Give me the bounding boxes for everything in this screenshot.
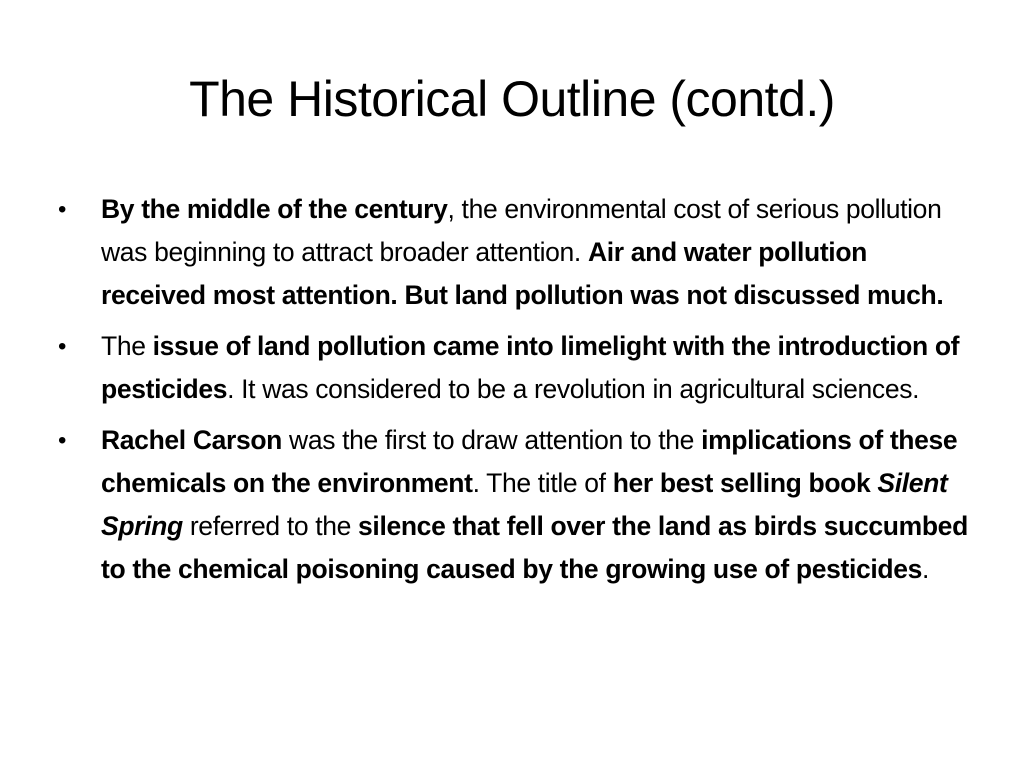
bullet-item (58, 188, 968, 317)
bullet-text-segment: Rachel Carson (101, 425, 283, 455)
bullet-item (58, 419, 968, 591)
bullet-item (58, 325, 968, 411)
bullet-text-segment: Air and water pollution received most attention. But land pollution was not discussed much. (101, 237, 944, 310)
bullet-text-segment: By the middle of the century (101, 194, 448, 224)
bullet-icon: • (58, 427, 67, 454)
bullet-text-segment: The (101, 331, 153, 361)
bullet-text-segment: . It was considered to be a revolution in agricultural sciences. (227, 374, 920, 404)
bullet-text-segment: . (921, 554, 929, 584)
bullet-text-segment: , the environmental cost of serious pollution was beginning to attract broader attention. (101, 194, 942, 267)
bullet-text-segment: . The title of (472, 468, 613, 498)
bullet-icon: • (58, 333, 67, 360)
bullet-text-segment: issue of land pollution came into limelight with the introduction of pesticides (101, 331, 960, 404)
bullet-text-segment: was the first to draw attention to the (282, 425, 702, 455)
bullet-list (58, 188, 968, 599)
book-title: Silent Spring (101, 468, 948, 541)
bullet-text-segment: implications of these chemicals on the environment (101, 425, 958, 498)
slide-title: The Historical Outline (contd.) (189, 71, 835, 127)
bullet-text-segment: referred to the (182, 511, 359, 541)
bullet-text-segment: her best selling book (612, 468, 878, 498)
bullet-text-segment: silence that fell over the land as birds succumbed to the chemical poisoning caused by the growing use of pesticides (101, 511, 968, 584)
bullet-icon: • (58, 196, 67, 223)
